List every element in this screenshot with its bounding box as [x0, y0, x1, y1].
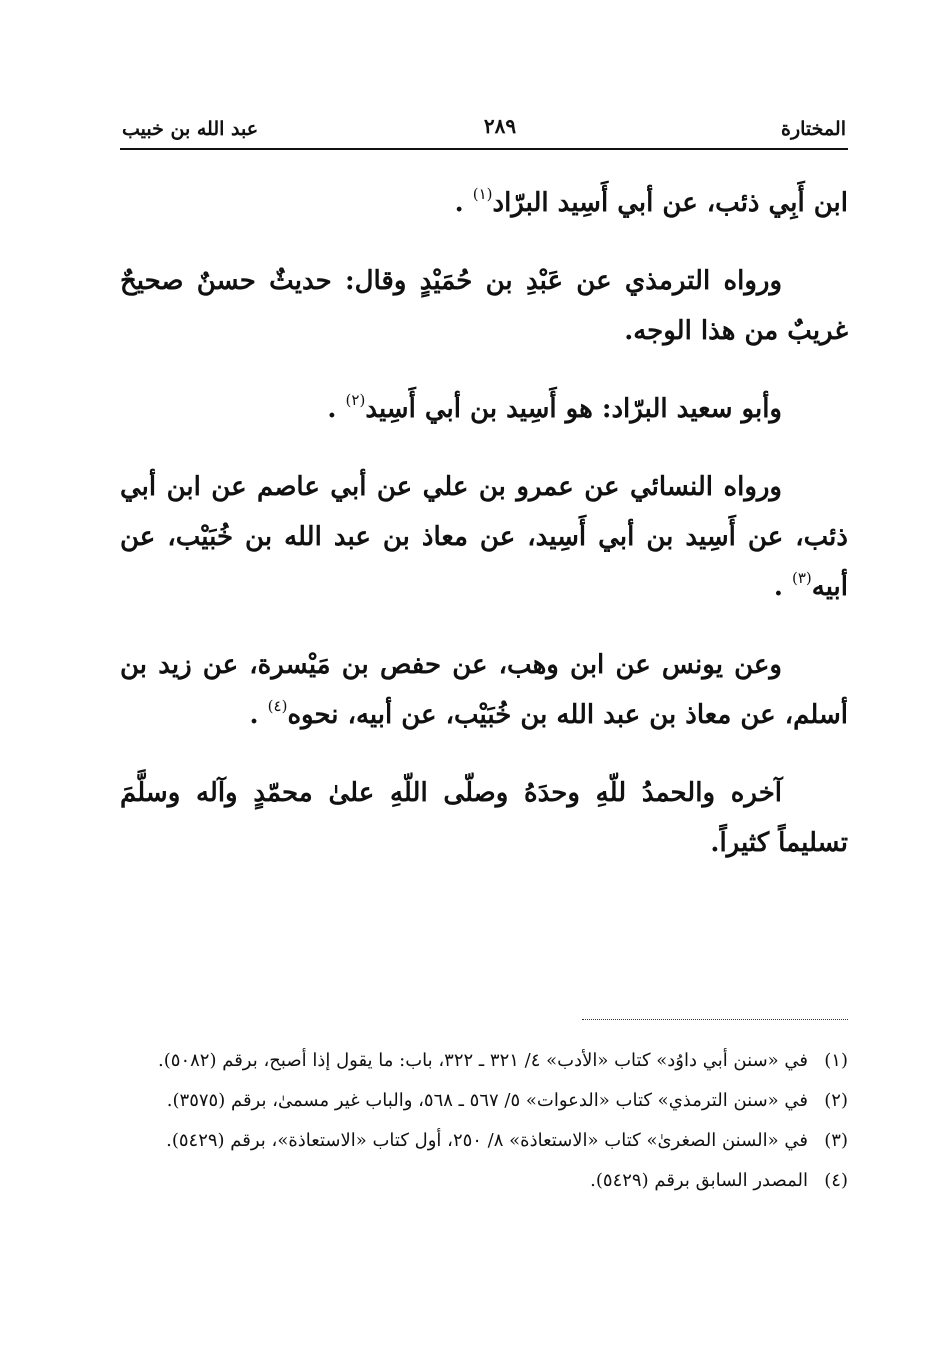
paragraph-end: . [327, 394, 337, 424]
main-text [120, 178, 848, 896]
paragraph-5 [120, 640, 848, 740]
paragraph-4 [120, 462, 848, 612]
paragraph-text: ابن أَبِي ذئب، عن أبي أَسِيد البرّاد [492, 188, 848, 218]
footnote-text: في «سنن أبي داوُد» كتاب «الأدب» ٤/ ٣٢١ ـ ٣٢٢، باب: ما يقول إذا أصبح، برقم (٥٠٨٢). [158, 1050, 808, 1071]
footnote-ref-4: (٤) [267, 697, 288, 715]
footnote-number: (٤) [824, 1170, 848, 1191]
running-header [120, 112, 848, 150]
paragraph-end: . [454, 188, 464, 218]
colophon-paragraph [120, 768, 848, 868]
paragraph-text: وأبو سعيد البرّاد: هو أَسِيد بن أبي أَسِيد [365, 394, 782, 424]
paragraph-text: ورواه النسائي عن عمرو بن علي عن أبي عاصم عن ابن أبي ذئب، عن أَسِيد بن أبي أَسِيد، عن معاذ بن عبد الله بن خُبَيْب، عن أبيه [120, 472, 848, 602]
book-title: المختارة [781, 118, 846, 140]
footnote-number: (١) [824, 1050, 848, 1071]
footnote-text: المصدر السابق برقم (٥٤٢٩). [590, 1170, 808, 1191]
paragraph-end: . [249, 700, 259, 730]
paragraph-end: . [773, 572, 783, 602]
paragraph-3 [120, 384, 848, 434]
footnote-divider [582, 1019, 848, 1020]
paragraph-2 [120, 256, 848, 356]
paragraph-text: وعن يونس عن ابن وهب، عن حفص بن مَيْسرة، عن زيد بن أسلم، عن معاذ بن عبد الله بن خُبَيْب، عن أبيه، نحوه [120, 650, 848, 730]
footnote-text: في «سنن الترمذي» كتاب «الدعوات» ٥/ ٥٦٧ ـ ٥٦٨، والباب غير مسمىٰ، برقم (٣٥٧٥). [166, 1090, 808, 1111]
footnote-number: (٣) [824, 1130, 848, 1151]
paragraph-text: ورواه الترمذي عن عَبْدِ بن حُمَيْدٍ وقال: حديثٌ حسنٌ صحيحٌ غريبٌ من هذا الوجه. [120, 266, 848, 346]
footnote-1 [120, 1044, 848, 1078]
footnote-number: (٢) [824, 1090, 848, 1111]
paragraph-text: آخره والحمدُ للّهِ وحدَهُ وصلّى اللّهِ علىٰ محمّدٍ وآله وسلَّمَ تسليماً كثيراً. [120, 778, 848, 858]
page-number: ٢٨٩ [483, 114, 517, 138]
footnote-4 [120, 1164, 848, 1198]
footnote-2 [120, 1084, 848, 1118]
footnotes [120, 1044, 848, 1204]
footnote-ref-2: (٢) [345, 391, 366, 409]
footnote-3 [120, 1124, 848, 1158]
footnote-text: في «السنن الصغرىٰ» كتاب «الاستعاذة» ٨/ ٢٥٠، أول كتاب «الاستعاذة»، برقم (٥٤٢٩). [166, 1130, 808, 1151]
paragraph-1 [120, 178, 848, 228]
section-title: عبد الله بن خبيب [122, 118, 259, 140]
footnote-ref-1: (١) [472, 185, 493, 203]
footnote-ref-3: (٣) [791, 569, 812, 587]
